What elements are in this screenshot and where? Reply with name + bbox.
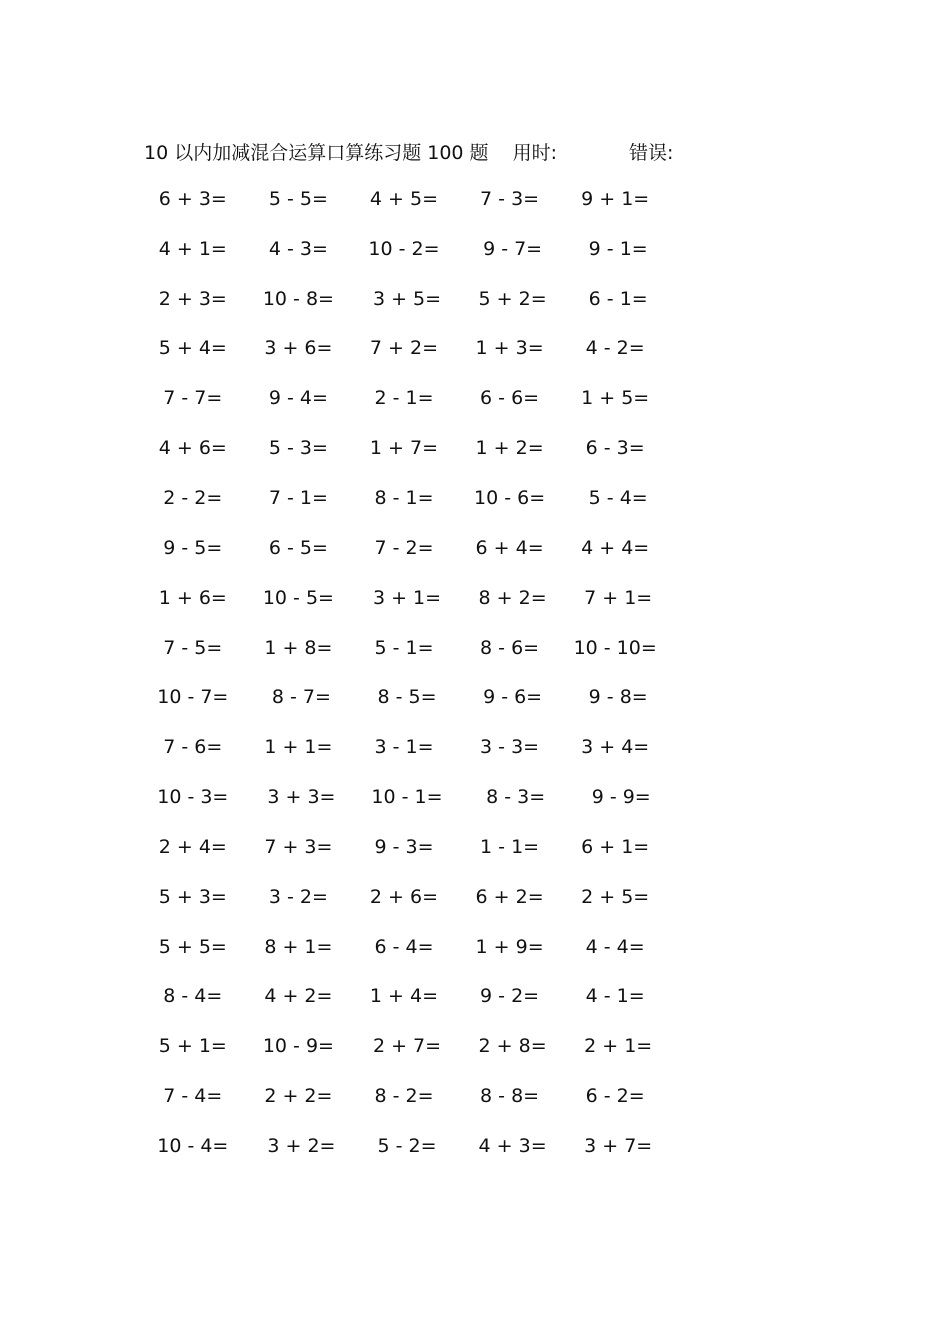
arithmetic-problem: 1 + 3= (475, 337, 544, 360)
arithmetic-problem: 3 + 2= (261, 1134, 336, 1157)
arithmetic-problem: 7 - 2= (374, 536, 434, 559)
problem-row (140, 623, 700, 673)
arithmetic-problem: 4 + 3= (472, 1134, 547, 1157)
arithmetic-problem: 8 - 7= (265, 686, 331, 709)
arithmetic-problem: 9 - 6= (477, 686, 543, 709)
arithmetic-problem: 10 - 6= (474, 486, 546, 509)
arithmetic-problem: 3 + 6= (264, 337, 333, 360)
problem-row (140, 772, 700, 822)
arithmetic-problem: 5 + 4= (158, 337, 227, 360)
problem-row (140, 722, 700, 772)
worksheet-header (144, 136, 673, 166)
arithmetic-problem: 1 + 2= (475, 437, 544, 460)
arithmetic-problem: 7 - 5= (163, 636, 223, 659)
arithmetic-problem: 5 + 2= (472, 287, 547, 310)
arithmetic-problem: 1 + 9= (475, 935, 544, 958)
arithmetic-problem: 1 + 6= (158, 586, 227, 609)
arithmetic-problem: 5 - 3= (268, 437, 328, 460)
arithmetic-problem: 2 - 2= (163, 486, 223, 509)
arithmetic-problem: 9 - 8= (582, 686, 648, 709)
problem-row (140, 274, 700, 324)
arithmetic-problem: 3 + 1= (366, 586, 442, 609)
arithmetic-problem: 4 - 2= (585, 337, 645, 360)
arithmetic-problem: 10 - 7= (157, 686, 229, 709)
arithmetic-problem: 5 + 3= (158, 885, 227, 908)
problem-row (140, 573, 700, 623)
arithmetic-problem: 8 + 2= (472, 586, 547, 609)
arithmetic-problem: 5 - 5= (268, 187, 328, 210)
arithmetic-problem: 9 - 1= (582, 237, 648, 260)
arithmetic-problem: 9 - 7= (477, 237, 543, 260)
problem-row (140, 174, 700, 224)
problem-row (140, 1021, 700, 1071)
arithmetic-problem: 6 - 1= (582, 287, 648, 310)
arithmetic-problem: 3 + 5= (366, 287, 442, 310)
problem-row (140, 523, 700, 573)
arithmetic-problem: 4 - 1= (585, 985, 645, 1008)
arithmetic-problem: 2 + 3= (158, 287, 227, 310)
problem-row (140, 822, 700, 872)
arithmetic-problem: 1 + 5= (581, 387, 650, 410)
problem-row (140, 423, 700, 473)
arithmetic-problem: 9 - 5= (163, 536, 223, 559)
problem-row (140, 672, 700, 722)
arithmetic-problem: 5 + 5= (158, 935, 227, 958)
arithmetic-problem: 2 + 4= (158, 835, 227, 858)
arithmetic-problem: 6 - 3= (585, 437, 645, 460)
arithmetic-problem: 3 + 4= (581, 736, 650, 759)
problem-row (140, 922, 700, 972)
arithmetic-problem: 8 - 4= (163, 985, 223, 1008)
arithmetic-problem: 6 + 3= (158, 187, 227, 210)
arithmetic-problem: 1 + 7= (369, 437, 439, 460)
arithmetic-problem: 2 + 1= (578, 1035, 653, 1058)
arithmetic-problem: 9 - 4= (268, 387, 328, 410)
arithmetic-problem: 10 - 3= (157, 786, 229, 809)
arithmetic-problem: 4 + 6= (158, 437, 227, 460)
arithmetic-problem: 8 - 1= (374, 486, 434, 509)
arithmetic-problem: 3 - 1= (374, 736, 434, 759)
arithmetic-problem: 1 + 8= (264, 636, 333, 659)
arithmetic-problem: 8 - 8= (480, 1085, 540, 1108)
arithmetic-problem: 4 + 4= (581, 536, 650, 559)
arithmetic-problem: 7 - 1= (268, 486, 328, 509)
arithmetic-problem: 1 + 4= (369, 985, 439, 1008)
arithmetic-problem: 9 - 3= (374, 835, 434, 858)
arithmetic-problem: 6 + 1= (581, 835, 650, 858)
arithmetic-problem: 10 - 2= (368, 237, 440, 260)
arithmetic-problem: 3 + 3= (261, 786, 336, 809)
problem-row (140, 324, 700, 374)
arithmetic-problem: 8 - 2= (374, 1085, 434, 1108)
arithmetic-problem: 1 - 1= (480, 835, 540, 858)
problem-row (140, 224, 700, 274)
worksheet-title: 10 以内加减混合运算口算练习题 100 题 (144, 141, 489, 164)
problem-row (140, 1121, 700, 1171)
problem-row (140, 373, 700, 423)
problem-row (140, 473, 700, 523)
arithmetic-problem: 7 - 6= (163, 736, 223, 759)
arithmetic-problem: 8 - 6= (480, 636, 540, 659)
arithmetic-problem: 7 - 3= (480, 187, 540, 210)
arithmetic-problem: 7 - 7= (163, 387, 223, 410)
arithmetic-problem: 1 + 1= (264, 736, 333, 759)
arithmetic-problem: 4 + 1= (158, 237, 227, 260)
arithmetic-problem: 2 - 1= (374, 387, 434, 410)
arithmetic-problem: 10 - 4= (157, 1134, 229, 1157)
arithmetic-problem: 2 + 7= (366, 1035, 442, 1058)
arithmetic-problem: 6 + 4= (475, 536, 544, 559)
arithmetic-problem: 10 - 10= (573, 636, 657, 659)
problem-row (140, 1071, 700, 1121)
arithmetic-problem: 4 - 4= (585, 935, 645, 958)
arithmetic-problem: 9 + 1= (581, 187, 650, 210)
arithmetic-problem: 2 + 2= (264, 1085, 333, 1108)
arithmetic-problem: 8 - 5= (371, 686, 437, 709)
arithmetic-problem: 7 - 4= (163, 1085, 223, 1108)
arithmetic-problem: 7 + 1= (578, 586, 653, 609)
arithmetic-problem: 6 - 4= (374, 935, 434, 958)
time-used-label: 用时: (512, 141, 557, 164)
arithmetic-problem: 3 - 3= (480, 736, 540, 759)
arithmetic-problem: 7 + 3= (264, 835, 333, 858)
arithmetic-problem: 6 - 2= (585, 1085, 645, 1108)
arithmetic-problem: 10 - 1= (365, 786, 443, 809)
arithmetic-problem: 10 - 8= (262, 287, 334, 310)
problem-row (140, 972, 700, 1022)
arithmetic-problem: 2 + 5= (581, 885, 650, 908)
arithmetic-problem: 4 + 5= (369, 187, 439, 210)
arithmetic-problem: 4 - 3= (268, 237, 328, 260)
arithmetic-problem: 5 + 1= (158, 1035, 227, 1058)
arithmetic-problem: 8 - 3= (474, 786, 546, 809)
problem-grid (140, 174, 700, 1171)
arithmetic-problem: 3 + 7= (578, 1134, 653, 1157)
arithmetic-problem: 6 - 5= (268, 536, 328, 559)
arithmetic-problem: 4 + 2= (264, 985, 333, 1008)
arithmetic-problem: 5 - 2= (371, 1134, 437, 1157)
arithmetic-problem: 5 - 1= (374, 636, 434, 659)
arithmetic-problem: 9 - 9= (579, 786, 651, 809)
arithmetic-problem: 7 + 2= (369, 337, 439, 360)
problem-row (140, 872, 700, 922)
arithmetic-problem: 9 - 2= (480, 985, 540, 1008)
arithmetic-problem: 2 + 8= (472, 1035, 547, 1058)
arithmetic-problem: 8 + 1= (264, 935, 333, 958)
arithmetic-problem: 5 - 4= (582, 486, 648, 509)
arithmetic-problem: 10 - 9= (262, 1035, 334, 1058)
arithmetic-problem: 10 - 5= (262, 586, 334, 609)
arithmetic-problem: 6 - 6= (480, 387, 540, 410)
arithmetic-problem: 2 + 6= (369, 885, 439, 908)
errors-label: 错误: (628, 141, 674, 164)
arithmetic-problem: 3 - 2= (268, 885, 328, 908)
arithmetic-problem: 6 + 2= (475, 885, 544, 908)
